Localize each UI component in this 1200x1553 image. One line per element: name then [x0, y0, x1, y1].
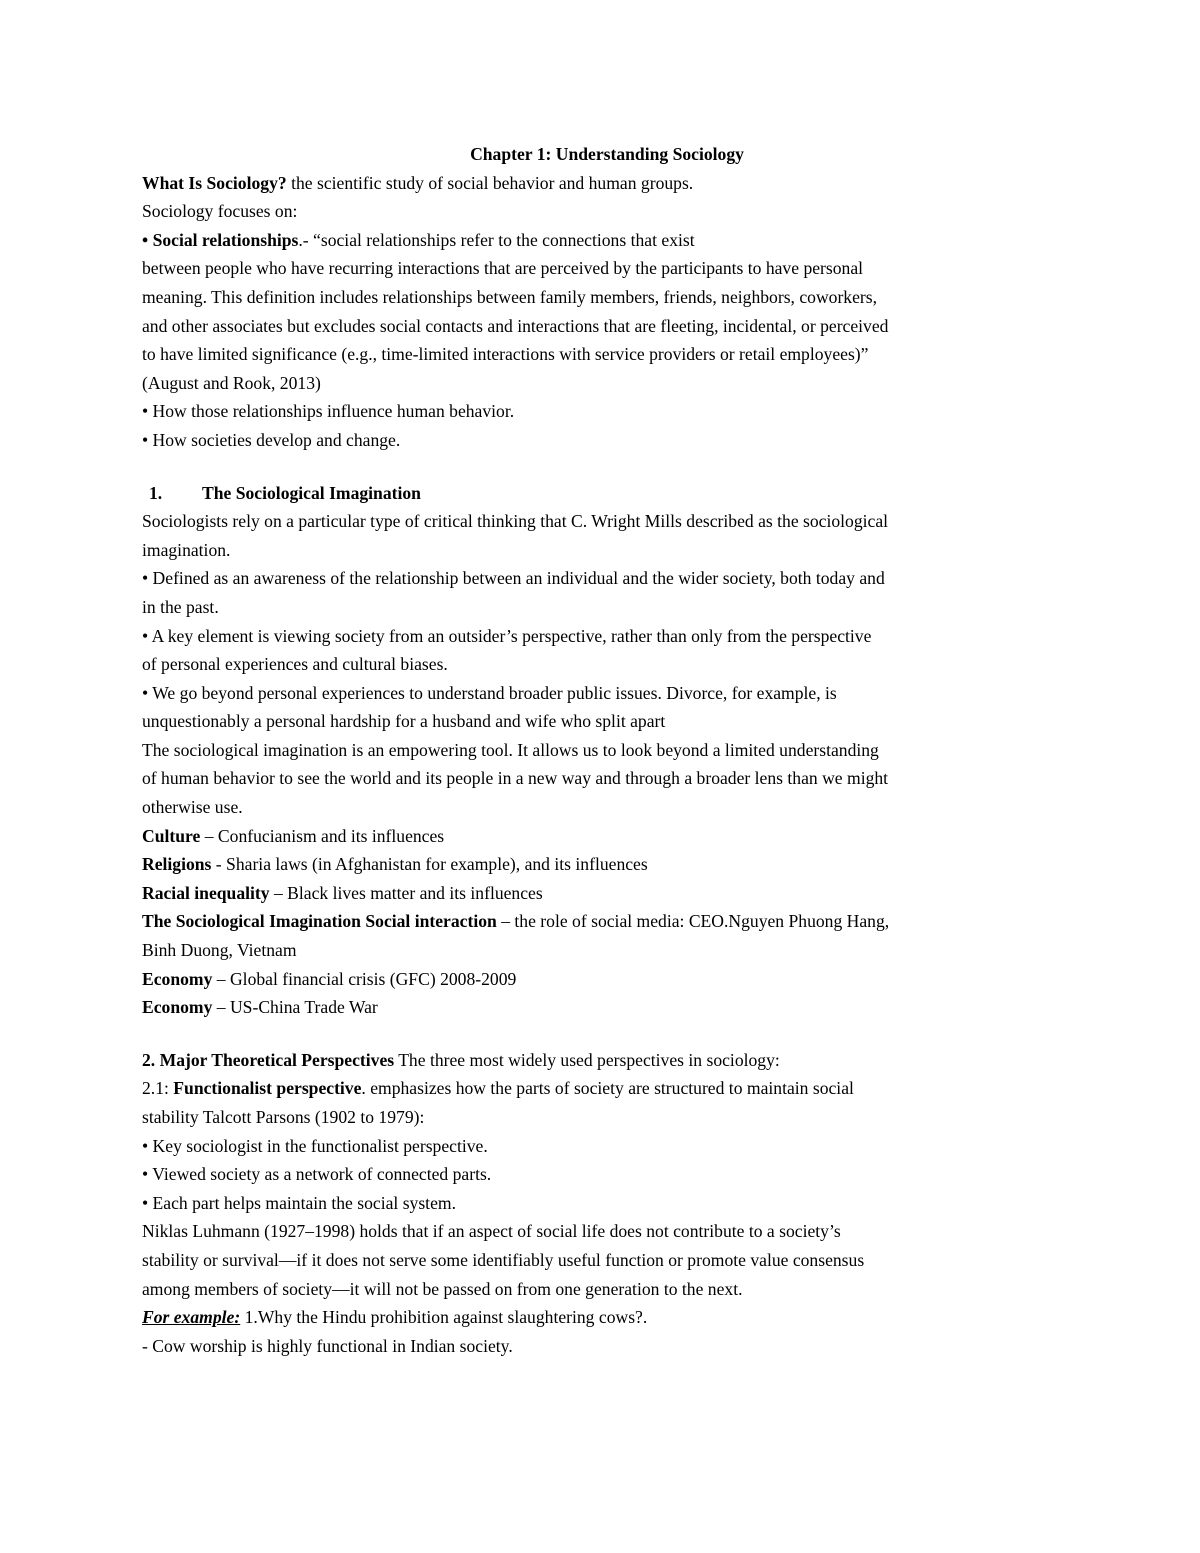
- quote-citation: (August and Rook, 2013): [142, 372, 321, 393]
- body-line: The sociological imagination is an empowering tool. It allows us to look beyond a limited understanding: [142, 739, 879, 760]
- bullet-item: • How societies develop and change.: [142, 429, 401, 450]
- example-term: Economy: [142, 968, 213, 989]
- quote-line: meaning. This definition includes relationships between family members, friends, neighbors, coworkers,: [142, 286, 878, 307]
- definition-term: What Is Sociology?: [142, 172, 287, 193]
- example-term: Economy: [142, 997, 213, 1018]
- subsection-line: [142, 1074, 1072, 1103]
- body-line: otherwise use.: [142, 797, 243, 818]
- spacer: [142, 1022, 1072, 1046]
- body-line: in the past.: [142, 596, 219, 617]
- document-body: [142, 140, 1072, 1360]
- body-line: • Defined as an awareness of the relationship between an individual and the wider society, both today and: [142, 568, 885, 589]
- definition-line: [142, 169, 1072, 198]
- section-heading: [142, 479, 1072, 508]
- subsection-number: 2.1:: [142, 1078, 174, 1099]
- bullet-item: • Each part helps maintain the social system.: [142, 1192, 456, 1213]
- body-line: unquestionably a personal hardship for a husband and wife who split apart: [142, 711, 666, 732]
- body-line: stability or survival—if it does not serve some identifiably useful function or promote value consensus: [142, 1249, 865, 1270]
- example-term: Racial inequality: [142, 882, 270, 903]
- example-line: [142, 850, 1072, 879]
- spacer: [142, 455, 1072, 479]
- bullet-term: Social relationships: [152, 229, 299, 250]
- section-number: 1.: [149, 482, 163, 503]
- bullet-item: • Viewed society as a network of connected parts.: [142, 1164, 492, 1185]
- section-intro: The three most widely used perspectives in sociology:: [394, 1049, 780, 1070]
- body-line: of human behavior to see the world and its people in a new way and through a broader lens than we might: [142, 768, 889, 789]
- example-term: Culture: [142, 825, 201, 846]
- example-text: - Sharia laws (in Afghanistan for example), and its influences: [211, 854, 648, 875]
- example-line: [142, 907, 1072, 936]
- definition-text: the scientific study of social behavior and human groups.: [286, 172, 694, 193]
- bullet-text: .- “social relationships refer to the connections that exist: [298, 229, 695, 250]
- bullet-item: • How those relationships influence human behavior.: [142, 401, 515, 422]
- economy-line: [142, 965, 1072, 994]
- quote-line: and other associates but excludes social contacts and interactions that are fleeting, incidental, or perceived: [142, 315, 889, 336]
- body-line: of personal experiences and cultural biases.: [142, 654, 448, 675]
- body-line: among members of society—it will not be passed on from one generation to the next.: [142, 1278, 743, 1299]
- bullet-social-relationships: [142, 226, 1072, 255]
- quote-line: to have limited significance (e.g., time-limited interactions with service providers or retail employees)”: [142, 344, 869, 365]
- example-text: – Black lives matter and its influences: [269, 882, 543, 903]
- example-text: – Confucianism and its influences: [200, 825, 445, 846]
- subsection-text: . emphasizes how the parts of society are structured to maintain social: [361, 1078, 854, 1099]
- example-line: [142, 879, 1072, 908]
- body-line: • We go beyond personal experiences to understand broader public issues. Divorce, for example, is: [142, 682, 837, 703]
- example-text: – Global financial crisis (GFC) 2008-2009: [212, 968, 517, 989]
- example-text: – the role of social media: CEO.Nguyen Phuong Hang,: [496, 911, 890, 932]
- example-subline: - Cow worship is highly functional in Indian society.: [142, 1335, 513, 1356]
- bullet-marker: •: [142, 229, 153, 250]
- body-line: Sociologists rely on a particular type of critical thinking that C. Wright Mills described as the sociological: [142, 511, 889, 532]
- example-text: – US-China Trade War: [212, 997, 378, 1018]
- focuses-label: Sociology focuses on:: [142, 201, 298, 222]
- example-line: [142, 1303, 1072, 1332]
- bullet-item: • Key sociologist in the functionalist perspective.: [142, 1135, 488, 1156]
- example-term: Religions: [142, 854, 212, 875]
- body-line: stability Talcott Parsons (1902 to 1979):: [142, 1107, 425, 1127]
- example-continuation: Binh Duong, Vietnam: [142, 940, 297, 961]
- example-label: For example:: [142, 1307, 241, 1328]
- body-line: imagination.: [142, 539, 231, 560]
- page-title: Chapter 1: Understanding Sociology: [470, 144, 744, 164]
- example-line: [142, 822, 1072, 851]
- quote-line: between people who have recurring interactions that are perceived by the participants to have personal: [142, 258, 864, 279]
- section-title: 2. Major Theoretical Perspectives: [142, 1049, 395, 1070]
- example-term: The Sociological Imagination Social interaction: [142, 911, 497, 932]
- economy-line: [142, 993, 1072, 1022]
- subsection-term: Functionalist perspective: [173, 1078, 362, 1099]
- body-line: Niklas Luhmann (1927–1998) holds that if an aspect of social life does not contribute to a society’s: [142, 1221, 841, 1242]
- section-heading: [142, 1046, 1072, 1075]
- body-line: • A key element is viewing society from an outsider’s perspective, rather than only from the perspective: [142, 625, 872, 646]
- example-text: 1.Why the Hindu prohibition against slaughtering cows?.: [240, 1307, 648, 1328]
- section-title: The Sociological Imagination: [202, 482, 421, 503]
